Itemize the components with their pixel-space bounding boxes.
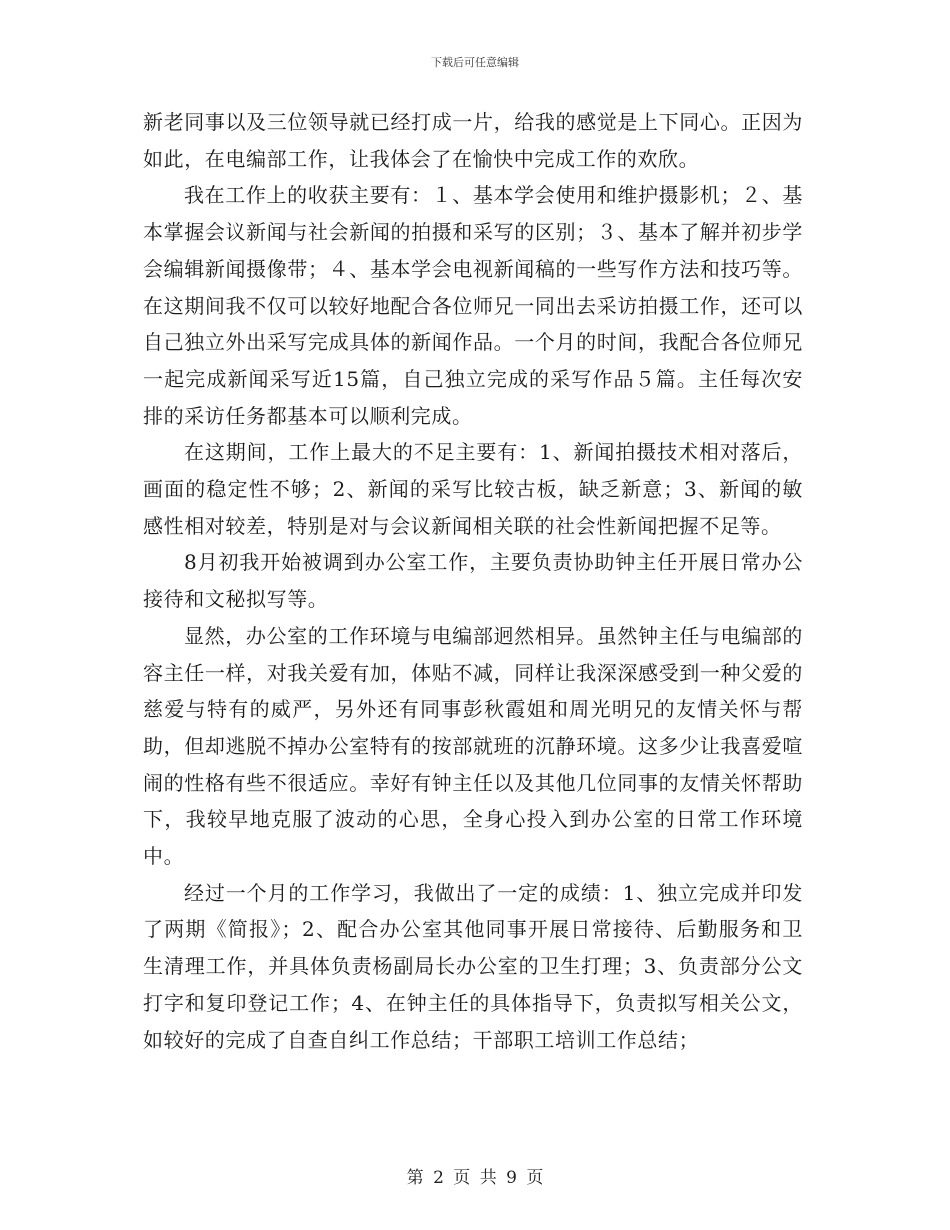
paragraph-achievements: 经过一个月的工作学习，我做出了一定的成绩：1、独立完成并印发了两期《简报》；2、配合办公室其他同事开展日常接待、后勤服务和卫生清理工作，并具体负责杨副局长办公室的卫生打理；3、负责部分公文打字和复印登记工作；4、在钟主任的具体指导下，负责拟写相关公文，如较好的完成了自查自纠工作总结；干部职工培训工作总结； xyxy=(143,880,803,1052)
document-body xyxy=(143,104,803,1058)
paragraph-office-environment: 显然，办公室的工作环境与电编部迥然相异。虽然钟主任与电编部的容主任一样，对我关爱有加，体贴不减，同样让我深深感受到一种父爱的慈爱与特有的威严，另外还有同事彭秋霞姐和周光明兄的友情关怀与帮助，但却逃脱不掉办公室特有的按部就班的沉静环境。这多少让我喜爱喧闹的性格有些不很适应。幸好有钟主任以及其他几位同事的友情关怀帮助下，我较早地克服了波动的心思，全身心投入到办公室的日常工作环境中。 xyxy=(143,623,803,869)
paragraph-shortcomings: 在这期间，工作上最大的不足主要有：1、新闻拍摄技术相对落后，画面的稳定性不够；2、新闻的采写比较古板，缺乏新意；3、新闻的敏感性相对较差，特别是对与会议新闻相关联的社会性新闻把握不足等。 xyxy=(143,440,803,538)
page-header xyxy=(0,54,950,70)
paragraph-transfer: 8月初我开始被调到办公室工作，主要负责协助钟主任开展日常办公接待和文秘拟写等。 xyxy=(143,550,803,612)
paragraph-continuation: 新老同事以及三位领导就已经打成一片，给我的感觉是上下同心。正因为如此，在电编部工作，让我体会了在愉快中完成工作的欢欣。 xyxy=(143,110,803,171)
header-text: 下载后可任意编辑 xyxy=(431,56,519,69)
page-number: 第 2 页 共 9 页 xyxy=(406,1168,544,1188)
page-footer xyxy=(0,1163,950,1188)
paragraph-gains: 我在工作上的收获主要有：１、基本学会使用和维护摄影机；２、基本掌握会议新闻与社会新闻的拍摄和采写的区别；３、基本了解并初步学会编辑新闻摄像带；４、基本学会电视新闻稿的一些写作方法和技巧等。在这期间我不仅可以较好地配合各位师兄一同出去采访拍摄工作，还可以自己独立外出采写完成具体的新闻作品。一个月的时间，我配合各位师兄一起完成新闻采写近15篇，自己独立完成的采写作品５篇。主任每次安排的采访任务都基本可以顺利完成。 xyxy=(143,183,803,428)
